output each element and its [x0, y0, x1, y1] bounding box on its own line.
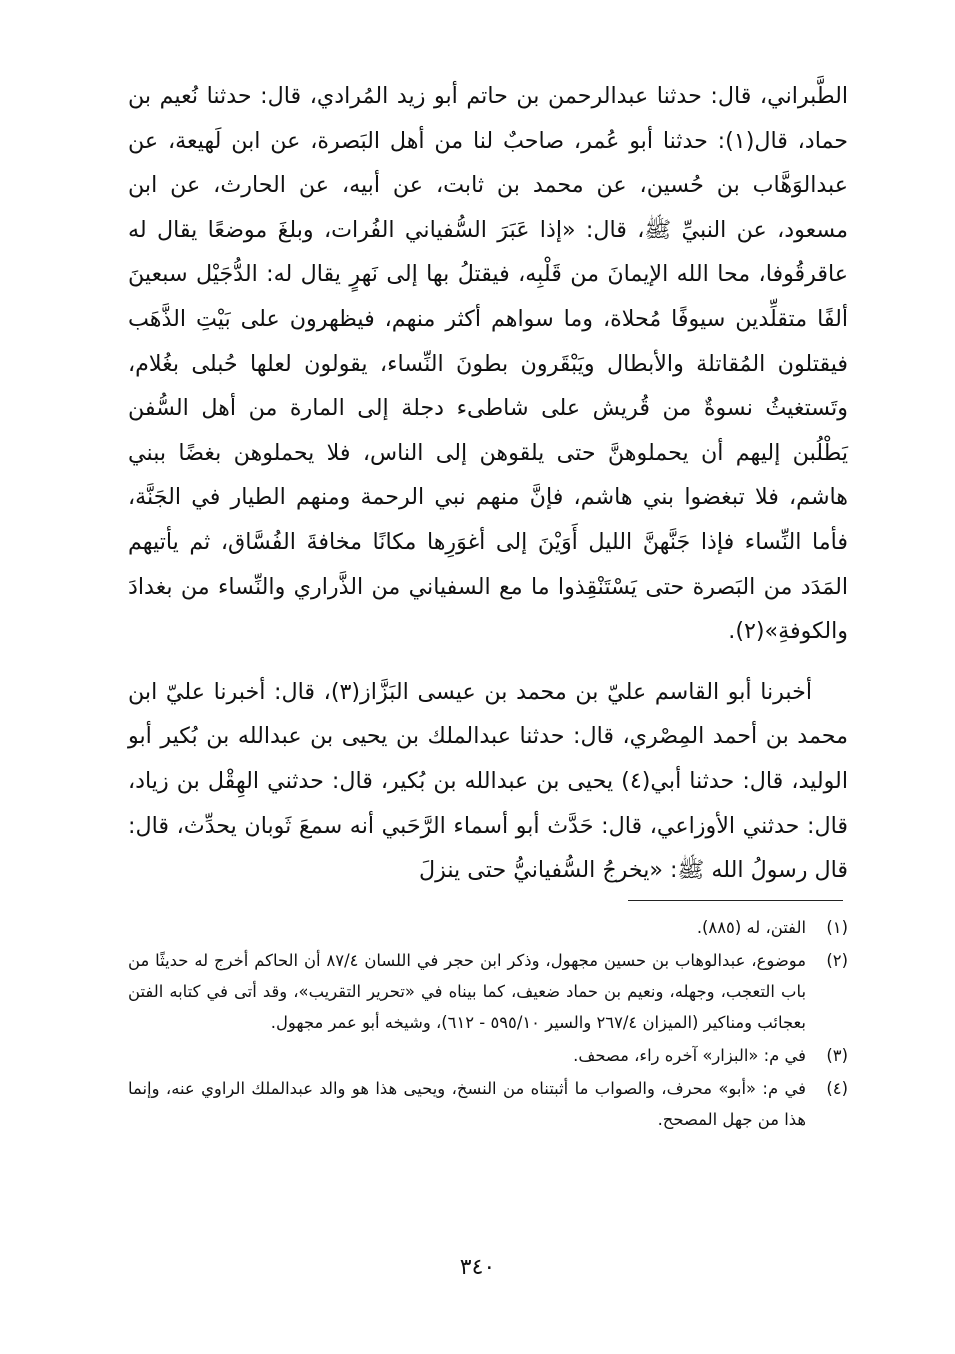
footnote-text: الفتن، له (٨٨٥). [696, 918, 806, 937]
footnote-number: (٤) [826, 1079, 848, 1098]
footnote-text: موضوع، عبدالوهاب بن حسين مجهول، وذكر ابن حجر في اللسان ٨٧/٤ أن الحاكم أخرج له حديثًا من باب التعجب، وجهله، ونعيم بن حماد ضعيف، كما بيناه في «تحرير التقريب»، وقد أتى في كتابه الفتن بعجائب ومناكير (الميزان ٢٦٧/٤ والسير ٥٩٥/١٠ - ٦١٢)، وشيخه أبو عمر مجهول. [128, 951, 806, 1032]
footnote-1 [128, 912, 848, 943]
hadith-paragraph-2: أخبرنا أبو القاسم عليّ بن محمد بن عيسى البَزَّاز(٣)، قال: أخبرنا عليّ ابن محمد بن أحمد المِصْري، قال: حدثنا عبدالملك بن يحيى بن عبدالله بن بُكير أبو الوليد، قال: حدثنا أبي(٤) يحيى بن عبدالله بن بُكير، قال: حدثني الهِقْل بن زياد، قال: حدثني الأوزاعي، قال: حَدَّث أبو أسماء الرَّحَبي أنه سمعَ ثَوبان يحدِّث، قال: قال رسولُ الله ﷺ: «يخرجُ السُّفيانيُّ حتى ينزلَ [128, 678, 848, 884]
main-text-block [128, 74, 848, 893]
hadith-paragraph-1: الطَّبراني، قال: حدثنا عبدالرحمن بن حاتم أبو زيد المُرادي، قال: حدثنا نُعيم بن حماد، قال(١): حدثنا أبو عُمر، صاحبٌ لنا من أهل البَصرة، عن ابن لَهيعة، عن عبدالوَهَّاب بن حُسين، عن محمد بن ثابت، عن أبيه، عن الحارث، عن ابن مسعود، عن النبيِّ ﷺ، قال: «إذا عَبَرَ السُّفياني الفُرات، وبلغَ موضعًا يقال له عاقرقُوفا، محا الله الإيمانَ من قَلْبِه، فيقتلُ بها إلى نَهرٍ يقال له: الدُّجَيْل سبعينَ ألفًا متقلِّدين سيوفًا مُحلاة، وما سواهم أكثر منهم، فيظهرون على بَيْتِ الذَّهَب فيقتلون المُقاتلة والأبطال ويَبْقَرون بطونَ النِّساء، يقولون لعلها حُبلى بغُلام، وتَستغيثُ نسوةٌ من قُريش على شاطىء دجلة إلى المارة من أهل السُّفن يَطْلُبن إليهم أن يحملوهنَّ حتى يلقوهن إلى الناس، فلا يحملوهن بغضًا ببني هاشم، فلا تبغضوا بني هاشم، فإنَّ منهم نبي الرحمة ومنهم الطيار في الجَنَّة، فأما النِّساء فإذا جَنَّهنَّ الليل أَوَيْنَ إلى أغوَرِها مكانًا مخافةَ الفُسَّاق، ثم يأتيهم المَدَد من البَصرة حتى يَسْتَنْقِذوا ما مع السفياني من الذَّراري والنِّساء من بغدادَ والكوفةِ»(٢). [128, 83, 848, 645]
footnote-number: (١) [826, 918, 848, 937]
footnotes [128, 912, 848, 1137]
page-number: ٣٤٠ [459, 1255, 496, 1280]
footnote-number: (٢) [826, 951, 848, 970]
footnote-text: في م: «أبو» محرف، والصواب ما أثبتناه من النسخ، ويحيى هذا هو والد عبدالملك الراوي عنه، وإنما هذا من جهل المصحح. [128, 1079, 806, 1129]
footnote-separator [628, 900, 843, 901]
footnote-2 [128, 945, 848, 1038]
footnote-text: في م: «البزار» آخره راء، مصحف. [573, 1046, 806, 1065]
footnote-4 [128, 1073, 848, 1135]
footnote-3 [128, 1040, 848, 1071]
footnote-number: (٣) [826, 1046, 848, 1065]
